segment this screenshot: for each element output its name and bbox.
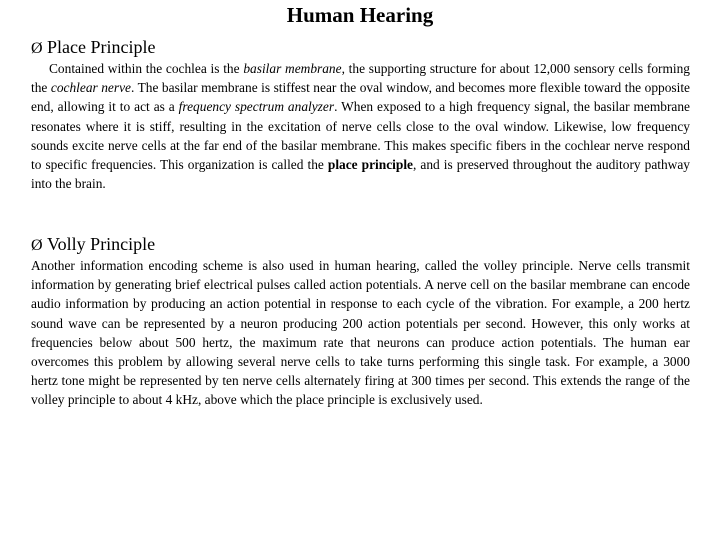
term-place-principle: place principle (327, 157, 413, 173)
place-principle-paragraph (31, 59, 690, 193)
paragraph-text: . The basilar membrane is stiffest near the oval window, and becomes more flexible toward the opposite end, allowing it to act as a (31, 80, 690, 115)
section-heading-label: Volly Principle (47, 234, 156, 254)
volly-principle-paragraph: Another information encoding scheme is also used in human hearing, called the volley principle. Nerve cells transmit information by generating brief electrical pulses called action potentials. A nerve cell on the basilar membrane can encode audio information by producing an action potential in response to each cycle of the vibration. For example, a 200 hertz sound wave can be represented by a neuron producing 200 action potentials per second. However, this only works at frequencies below about 500 hertz, the maximum rate that neurons can produce action potentials. The human ear overcomes this problem by allowing several nerve cells to take turns performing this single task. For example, a 3000 hertz tone might be represented by ten nerve cells alternately firing at 300 times per second. This extends the range of the volley principle to about 4 kHz, above which the place principle is exclusively used. (31, 258, 690, 408)
arrow-bullet-icon: Ø (31, 237, 43, 254)
term-basilar-membrane: basilar membrane (243, 61, 342, 76)
paragraph-text: . When exposed to a high frequency signal, the basilar membrane resonates where it is stiff, resulting in the excitation of nerve cells close to the oval window. Likewise, low frequency sounds excite nerve cells at the far end of the basilar membrane. This makes specific fibers in the cochlear nerve respond to specific frequencies. This organization is called the (31, 99, 690, 173)
page-title: Human Hearing (286, 3, 434, 27)
paragraph-text: , and is preserved throughout the auditory pathway into the brain. (31, 157, 690, 192)
term-cochlear-nerve: cochlear nerve (50, 80, 131, 96)
section-heading-place-principle (31, 36, 155, 60)
section-heading-label: Place Principle (47, 37, 156, 57)
term-frequency-spectrum-analyzer: frequency spectrum analyzer (178, 99, 335, 115)
arrow-bullet-icon: Ø (31, 40, 43, 57)
paragraph-text: , the supporting structure for about 12,000 sensory cells forming the (31, 61, 690, 96)
paragraph-text: Contained within the cochlea is the (49, 61, 244, 76)
section-heading-volly-principle (31, 233, 155, 257)
